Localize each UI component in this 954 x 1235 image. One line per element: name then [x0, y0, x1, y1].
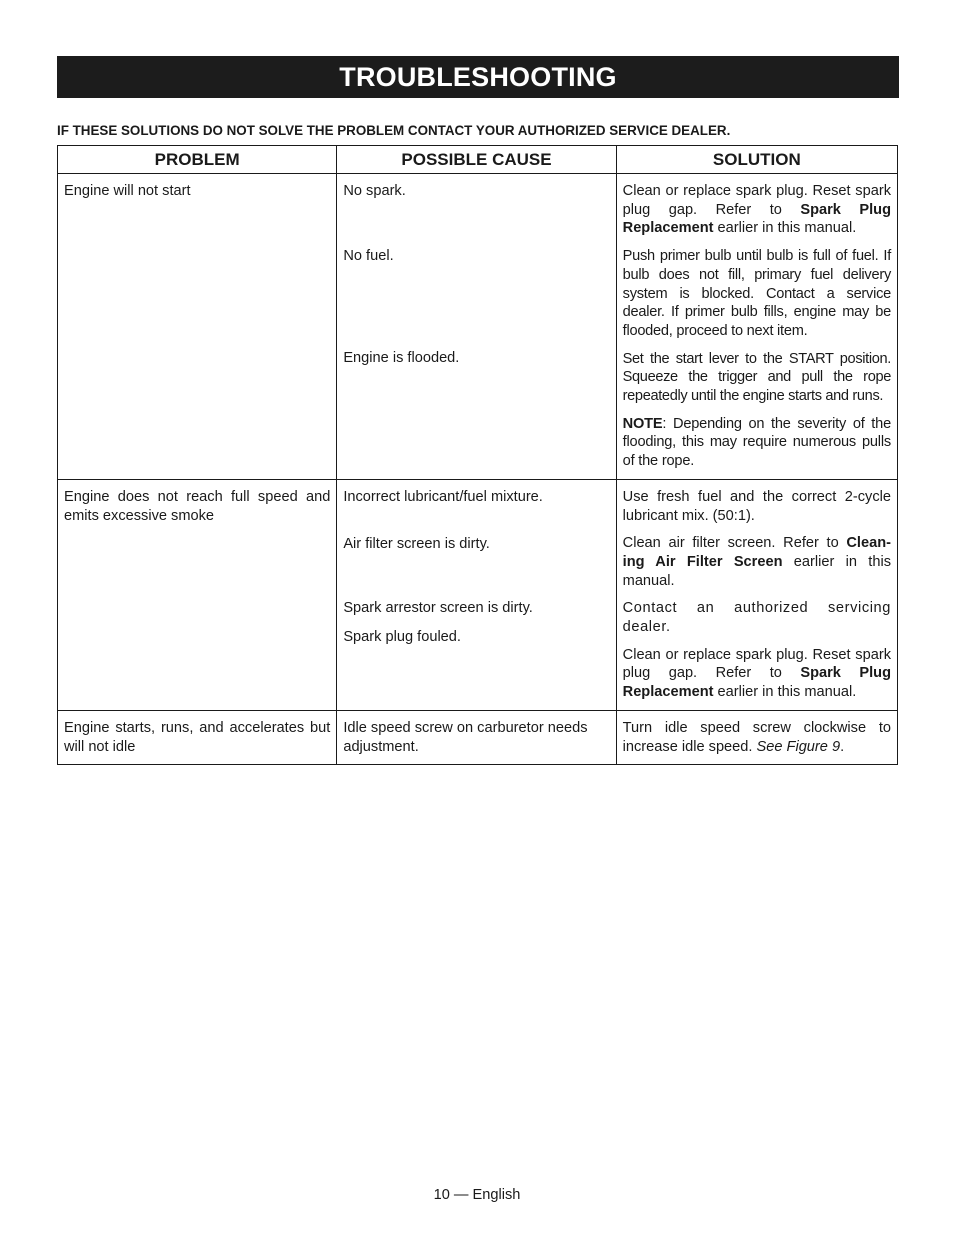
service-dealer-notice: IF THESE SOLUTIONS DO NOT SOLVE THE PROBLEM CONTACT YOUR AUTHORIZED SERVICE DEALER.	[57, 123, 731, 138]
cause-text: No spark.	[343, 183, 406, 199]
cause-cell	[337, 174, 616, 480]
table-row	[58, 174, 898, 480]
solution-cell	[616, 710, 897, 764]
cause-text: Air filter screen is dirty.	[343, 535, 490, 552]
troubleshooting-table	[57, 145, 898, 765]
header-possible-cause: POSSIBLE CAUSE	[337, 146, 616, 174]
cause-text: Incorrect lubricant/fuel mixture.	[343, 488, 543, 505]
header-problem: PROBLEM	[58, 146, 337, 174]
solution-text: Set the start lever to the START position. Squeeze the trigger and pull the rope repeatedly until the engine starts and runs.	[622, 350, 891, 405]
solution-text: Push primer bulb until bulb is full of fuel. If bulb does not fill, primary fuel delivery system is blocked. Contact a service dealer. If primer bulb fills, engine may be flooded, proceed to next item.	[622, 248, 891, 339]
problem-text: Engine starts, runs, and accelerates but will not idle	[64, 719, 331, 755]
solution-text: Turn idle speed screw clockwise to increase idle speed. See Figure 9.	[622, 719, 891, 755]
table-row	[58, 710, 898, 764]
problem-cell	[58, 174, 337, 480]
cause-text: Spark plug fouled.	[343, 628, 461, 645]
solution-text: Clean or replace spark plug. Reset spark plug gap. Refer to Spark Plug Replacement earlier in this manual.	[622, 183, 891, 237]
solution-cell	[616, 174, 897, 480]
title-bar	[57, 56, 899, 98]
table-row	[58, 479, 898, 710]
problem-text: Engine will not start	[64, 183, 191, 199]
header-solution: SOLUTION	[616, 146, 897, 174]
cause-text: Idle speed screw on carburetor needs adjustment.	[343, 719, 588, 755]
solution-text: Clean air filter screen. Refer to Clean- ing Air Filter Screen earlier in this manual.	[622, 535, 891, 589]
solution-text: Contact an authorized servicing dealer.	[622, 600, 891, 636]
table-header-row	[58, 146, 898, 174]
solution-text: Use fresh fuel and the correct 2-cycle lubricant mix. (50:1).	[622, 488, 891, 524]
page-footer: 10 — English	[433, 1187, 521, 1203]
cause-text: No fuel.	[343, 247, 394, 264]
page-title: TROUBLESHOOTING	[339, 61, 617, 92]
cause-text: Engine is flooded.	[343, 350, 460, 367]
problem-cell	[58, 710, 337, 764]
problem-cell	[58, 479, 337, 710]
solution-cell	[616, 479, 897, 710]
solution-text: Clean or replace spark plug. Reset spark plug gap. Refer to Spark Plug Replacement earlier in this manual.	[622, 646, 891, 701]
cause-cell	[337, 710, 616, 764]
problem-text: Engine does not reach full speed and emits excessive smoke	[64, 488, 331, 524]
cause-text: Spark arrestor screen is dirty.	[343, 600, 533, 617]
solution-note: NOTE: Depending on the severity of the flooding, this may require numerous pulls of the rope.	[622, 415, 891, 470]
cause-cell	[337, 479, 616, 710]
